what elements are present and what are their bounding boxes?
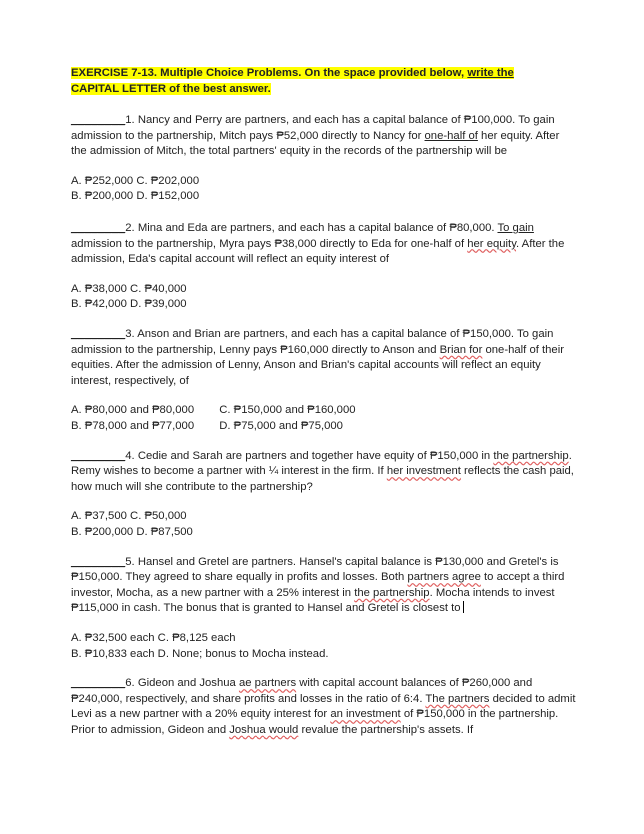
document-body [71, 66, 576, 738]
question-6 [71, 676, 576, 738]
question-text-part: . Mocha intends to invest ₱115,000 in cash. The bonus that is granted to Hansel and Gretel is closest to [71, 586, 555, 615]
answer-options [71, 631, 576, 663]
exercise-title [71, 66, 576, 97]
question-text-flagged: Joshua would [229, 723, 299, 736]
question-text-flagged: ae partners [238, 677, 297, 690]
answer-blank[interactable]: ________ [71, 449, 126, 462]
question-5 [71, 555, 576, 663]
question-text-part: reflects the cash paid, how much will she contribute to the partnership? [71, 465, 574, 493]
question-text-part: of ₱150,000 in the partnership. Prior to admission, Gideon and [71, 708, 559, 736]
question-text-part: . Remy wishes to become a partner with ¼ interest in the firm. If [71, 449, 572, 478]
question-text-part: 4. Cedie and Sarah are partners and together have equity of ₱150,000 in [125, 449, 494, 462]
question-2 [71, 221, 576, 313]
question-text-part: one-half of their equities. After the admission of Lenny, Anson and Brian's capital accounts will reflect an equity interest, respectively, of [71, 343, 564, 387]
question-text-part: revalue the partnership's assets. If [298, 723, 474, 736]
question-text-flagged: an investment [330, 708, 401, 721]
question-text-part: 6. Gideon and Joshua [125, 677, 239, 690]
question-text-flagged: her investment [386, 465, 461, 478]
question-text-part: admission to the partnership, Myra pays ₱38,000 directly to Eda for one-half of [71, 237, 468, 250]
question-text-part: decided to admit Levi as a new partner with a 20% equity interest for [71, 692, 576, 721]
answer-blank[interactable]: ________ [71, 114, 126, 126]
answer-options [71, 403, 576, 435]
question-text-part: 3. Anson and Brian are partners, and each has a capital balance of ₱150,000. To gain admission to the partnership, Lenny pays ₱160,000 directly to Anson and [71, 328, 554, 356]
text-cursor [463, 601, 464, 613]
title-part-a: EXERCISE 7-13. Multiple Choice Problems. On the space provided below, [71, 67, 468, 79]
answer-blank[interactable]: ________ [71, 677, 126, 690]
question-text [71, 676, 576, 738]
question-4 [71, 449, 576, 541]
question-text-part: 2. Mina and Eda are partners, and each has a capital balance of ₱80,000. [125, 222, 498, 235]
question-text-part: . After the admission, Eda's capital account will reflect an equity interest of [71, 237, 565, 266]
option-line: A. ₱32,500 each C. ₱8,125 each [71, 631, 236, 644]
question-text-underlined: one-half of [424, 129, 478, 142]
question-text-part: 5. Hansel and Gretel are partners. Hansel's capital balance is ₱130,000 and Gretel's is ₱150,000. They agreed to share equally in profits and losses. Both [71, 555, 559, 584]
option-line: A. ₱37,500 C. ₱50,000 [71, 510, 187, 523]
question-text-part: to accept a third investor, Mocha, as a new partner with a 25% interest in [71, 571, 565, 599]
answer-blank[interactable]: ________ [71, 328, 126, 341]
question-text-flagged: the partnership [493, 449, 569, 462]
option-line: B. ₱200,000 D. ₱87,500 [71, 526, 193, 539]
option-line: B. ₱200,000 D. ₱152,000 [71, 190, 200, 203]
option-line: A. ₱80,000 and ₱80,000 C. ₱150,000 and ₱160,000 [71, 404, 356, 417]
question-1 [71, 113, 576, 205]
option-line: A. ₱252,000 C. ₱202,000 [71, 174, 200, 187]
question-text [71, 555, 576, 617]
option-line: B. ₱10,833 each D. None; bonus to Mocha instead. [71, 647, 329, 660]
option-line: B. ₱42,000 D. ₱39,000 [71, 298, 187, 311]
answer-options [71, 282, 576, 314]
answer-options [71, 174, 576, 206]
answer-options [71, 509, 576, 541]
question-text-flagged: the partnership [354, 586, 430, 599]
question-text-flagged: partners agree [407, 571, 481, 584]
question-text-part: 1. Nancy and Perry are partners, and each has a capital balance of ₱100,000. To gain admission to the partnership, Mitch pays ₱52,000 directly to Nancy for [71, 114, 555, 142]
question-text [71, 113, 576, 160]
question-text [71, 327, 576, 389]
question-text-part: with capital account balances of ₱260,000 and ₱240,000, respectively, and share profits and losses in the ratio of 6:4. [71, 677, 533, 705]
answer-blank[interactable]: ________ [71, 555, 126, 568]
question-text-flagged: Brian for [439, 343, 483, 356]
question-text-flagged: The partners [425, 692, 490, 705]
question-text [71, 449, 576, 496]
question-text-part: her equity. After the admission of Mitch, the total partners' equity in the records of the partnership will be [71, 129, 560, 157]
option-line: B. ₱78,000 and ₱77,000 D. ₱75,000 and ₱75,000 [71, 419, 343, 432]
question-text-underlined: To gain [497, 222, 534, 235]
option-line: A. ₱38,000 C. ₱40,000 [71, 282, 187, 295]
question-text [71, 221, 576, 268]
answer-blank[interactable]: ________ [71, 222, 126, 235]
title-part-c: CAPITAL LETTER of the best answer. [71, 82, 271, 95]
title-part-b: write the [467, 67, 514, 79]
question-3 [71, 327, 576, 435]
question-text-flagged: her equity [467, 237, 517, 250]
